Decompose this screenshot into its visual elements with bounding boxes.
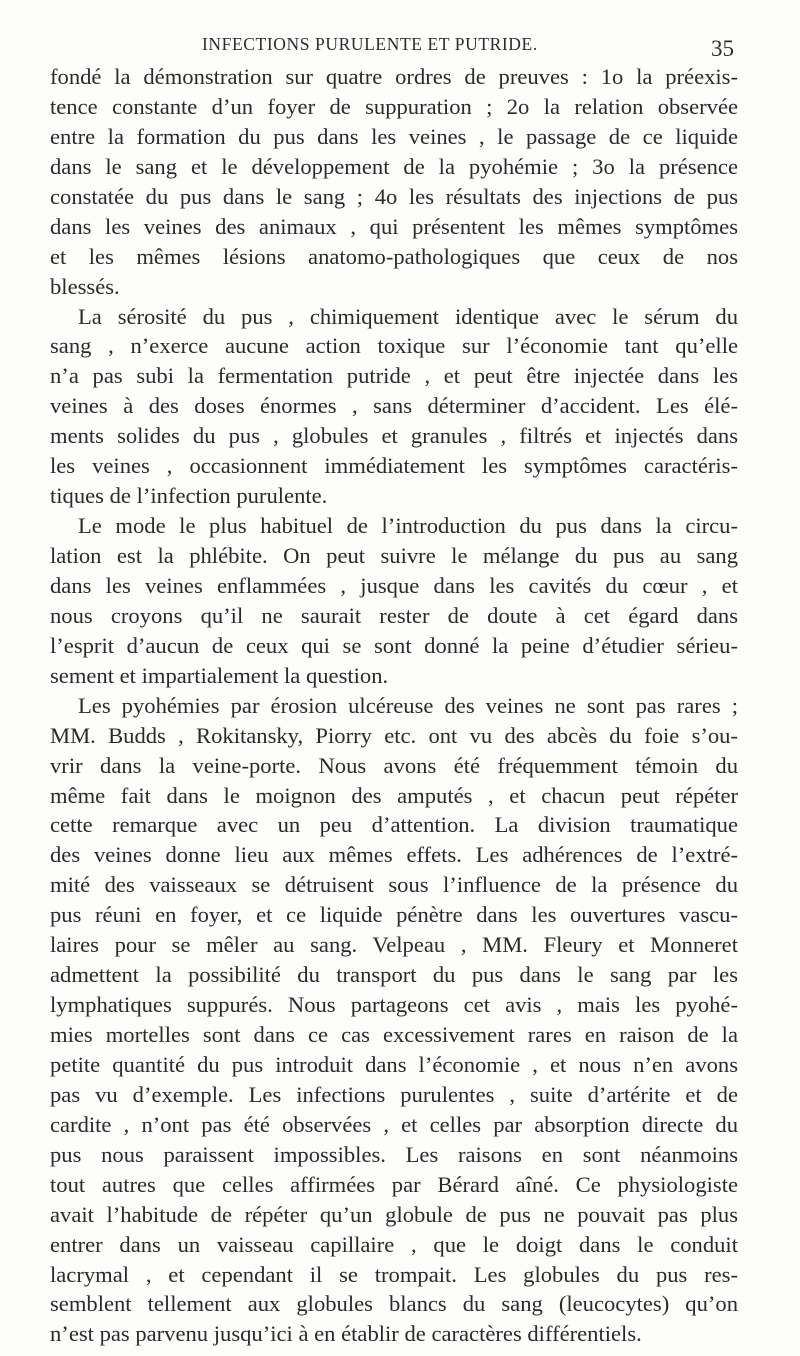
text-line: MM. Budds , Rokitansky, Piorry etc. ont vu des abcès du foie s’ou- [50, 722, 738, 748]
text-line: dans les veines enflammées , jusque dans les cavités du cœur , et [50, 572, 738, 598]
text-line: l’esprit d’aucun de ceux qui se sont donné la peine d’étudier sérieu- [50, 632, 738, 658]
text-line: avait l’habitude de répéter qu’un globule de pus ne pouvait pas plus [50, 1201, 738, 1227]
text-line: sement et impartialement la question. [50, 662, 389, 688]
text-line: les veines , occasionnent immédiatement les symptômes caractéris- [50, 453, 738, 479]
text-line: constatée du pus dans le sang ; 4o les résultats des injections de pus [50, 183, 738, 209]
text-line: et les mêmes lésions anatomo-pathologiques que ceux de nos [50, 243, 738, 269]
text-line: fondé la démonstration sur quatre ordres de preuves : 1o la préexis- [50, 64, 738, 89]
text-line: tence constante d’un foyer de suppuration ; 2o la relation observée [50, 93, 738, 119]
text-line: dans les veines des animaux , qui présentent les mêmes symptômes [50, 213, 738, 239]
text-line: Les pyohémies par érosion ulcéreuse des veines ne sont pas rares ; [78, 692, 738, 718]
paragraph [50, 302, 738, 512]
text-line: semblent tellement aux globules blancs du sang (leucocytes) qu’on [50, 1291, 738, 1317]
text-line: ments solides du pus , globules et granules , filtrés et injectés dans [50, 423, 738, 449]
text-line: mité des vaisseaux se détruisent sous l’influence de la présence du [50, 872, 738, 898]
text-line: entrer dans un vaisseau capillaire , que le doigt dans le conduit [50, 1231, 738, 1257]
text-line: mies mortelles sont dans ce cas excessivement rares en raison de la [50, 1022, 738, 1047]
text-line: admettent la possibilité du transport du pus dans le sang par les [50, 962, 738, 988]
text-line: veines à des doses énormes , sans déterminer d’accident. Les élé- [50, 393, 738, 419]
text-line: petite quantité du pus introduit dans l’économie , et nous n’en avons [50, 1051, 738, 1077]
text-line: tiques de l’infection purulente. [50, 483, 328, 509]
page-number: 35 [711, 36, 734, 61]
paragraph [50, 62, 738, 302]
text-line: tout autres que celles affirmées par Bérard aîné. Ce physiologiste [50, 1171, 738, 1197]
text-line: sang , n’exerce aucune action toxique sur l’économie tant qu’elle [50, 333, 738, 359]
text-line: cardite , n’ont pas été observées , et celles par absorption directe du [50, 1111, 738, 1137]
text-line: dans le sang et le développement de la pyohémie ; 3o la présence [50, 153, 738, 179]
text-line: lymphatiques suppurés. Nous partageons cet avis , mais les pyohé- [50, 992, 738, 1018]
text-line: blessés. [50, 273, 120, 299]
text-line: La sérosité du pus , chimiquement identique avec le sérum du [78, 303, 738, 329]
text-line: lation est la phlébite. On peut suivre le mélange du pus au sang [50, 543, 738, 568]
text-line: lacrymal , et cependant il se trompait. Les globules du pus res- [50, 1261, 738, 1287]
text-line: cette remarque avec un peu d’attention. La division traumatique [50, 812, 738, 838]
text-line: entre la formation du pus dans les veines , le passage de ce liquide [50, 123, 738, 149]
text-line: nous croyons qu’il ne saurait rester de doute à cet égard dans [50, 602, 738, 628]
text-line: laires pour se mêler au sang. Velpeau , MM. Fleury et Monneret [50, 932, 738, 958]
running-head [52, 30, 742, 62]
text-line: pus nous paraissent impossibles. Les raisons en sont néanmoins [50, 1141, 738, 1167]
paragraph [50, 511, 738, 691]
text-line: n’est pas parvenu jusqu’ici à en établir de caractères différentiels. [50, 1321, 642, 1347]
text-line: des veines donne lieu aux mêmes effets. Les adhérences de l’extré- [50, 842, 738, 868]
text-line: vrir dans la veine-porte. Nous avons été fréquemment témoin du [50, 752, 738, 778]
text-line: n’a pas subi la fermentation putride , et peut être injectée dans les [50, 363, 738, 389]
text-line: Le mode le plus habituel de l’introduction du pus dans la circu- [78, 513, 738, 539]
text-line: pas vu d’exemple. Les infections purulentes , suite d’artérite et de [50, 1081, 738, 1107]
body-text [50, 62, 738, 1349]
running-title: INFECTIONS PURULENTE ET PUTRIDE. [202, 34, 538, 54]
paragraph [50, 691, 738, 1350]
text-line: même fait dans le moignon des amputés , et chacun peut répéter [50, 782, 738, 808]
text-line: pus réuni en foyer, et ce liquide pénètre dans les ouvertures vascu- [50, 902, 738, 928]
